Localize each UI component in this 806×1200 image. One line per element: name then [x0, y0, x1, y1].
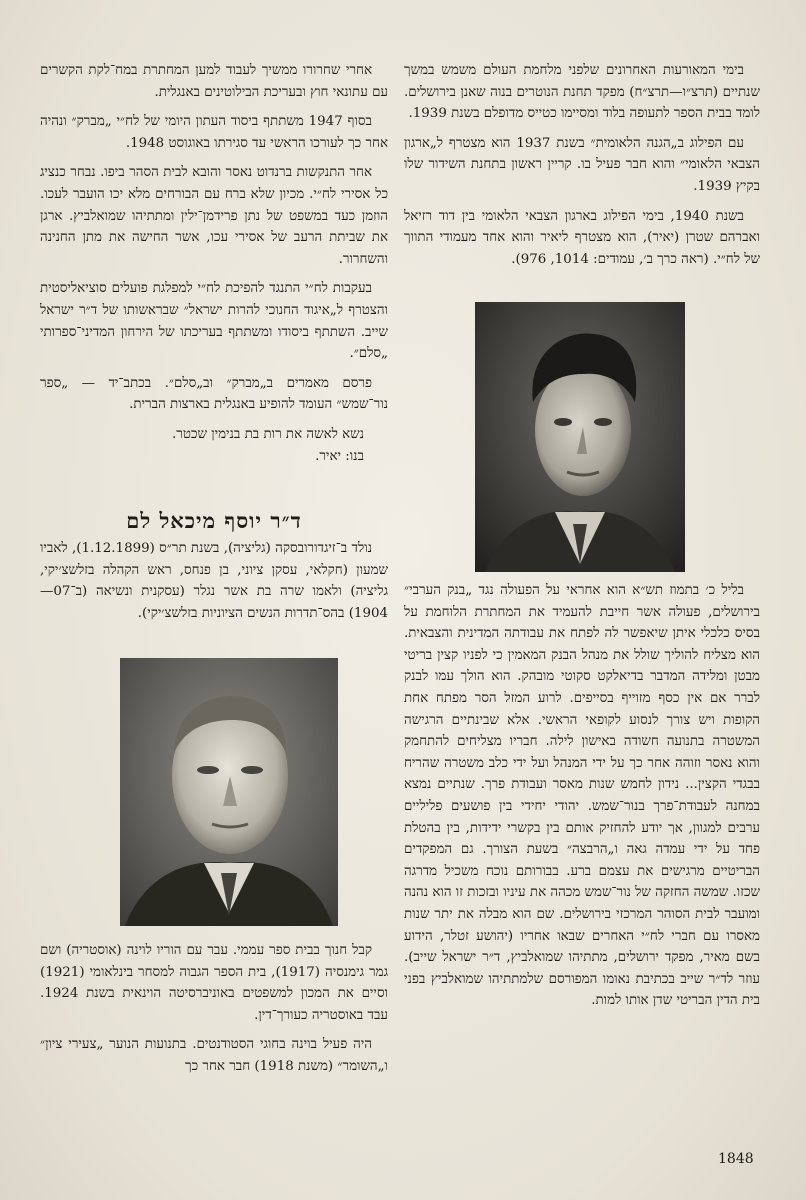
bio-heading-lam: ד״ר יוסף מיכאל לם: [126, 508, 302, 533]
portrait-photo-lam: [120, 658, 338, 926]
lam-paragraph-2: קבל חנוך בבית ספר עממי. עבר עם הוריו לוינה (אוסטריה) ושם גמר גימנסיה (1917), בית הספר הגבוה למסחר בינלאומי (1921) וסיים את המכון למשפטים באוניברסיטה הוינאית בשנת 1924. עבד באוסטריה כעורך־דין.: [40, 943, 388, 1023]
yair-children: בנו: יאיר.: [315, 448, 364, 464]
yair-paragraph-5: אחרי שחרורו ממשיך לעבוד למען המחתרת במח־לקת הקשרים עם עתונאי חוץ ובעריכת הבילוטינים באנגלית.: [40, 63, 388, 100]
yair-spouse: נשא לאשה את רות בת בנימין שכטר.: [171, 426, 364, 442]
left-column: [40, 60, 388, 475]
yair-paragraph-2: עם הפילוג ב„הגנה הלאומית״ בשנת 1937 הוא מצטרף ל„ארגון הצבאי הלאומי״ והוא חבר פעיל בו. קריין ראשון בתחנת השידור שלו בקיץ 1939.: [404, 135, 760, 194]
right-column: [404, 60, 760, 278]
yair-paragraph-1: בימי המאורעות האחרונים שלפני מלחמת העולם משמש במשך שנתיים (תרצ״ו—תרצ״ח) מפקד תחנת הנוטרים בנוה שאנן בירושלים. לומד בבית הספר לתעופה בלוד ומסיימו כטייס מדופלם בשנת 1939.: [404, 63, 760, 122]
yair-paragraph-8: בעקבות לח״י התנגד להפיכת לח״י למפלגת פועלים סוציאליסטית והצטרף ל„איגוד החנוכי להרות ישראל״ שבראשותו של ד״ר ישראל שייב. השתתף ביסודו ומשתתף בעריכתו של הירחון המדיני־ספרותי „סלם״.: [40, 281, 388, 362]
page-number: 1848: [718, 1151, 754, 1167]
yair-paragraph-7: אחר התנקשות ברנדוט נאסר והובא לבית הסהר ביפו. נבחר כנציג כל אסירי לח״י. מכיון שלא ברח עם הבורחים מלא יכו הועבר לעכו. הוזמן כעד במשפט של נתן פרידמן־ילין ומתתיהו שמואלביץ. ארגן את שביתת הרעב של אסירי עכו, אשר החישה את מתן החנינה והשחרור.: [40, 165, 388, 267]
lam-paragraph-3: היה פעיל בוינה בחוגי הסטודנטים. בתנועות הנוער „צעירי ציון״ ו„השומר״ (משנת 1918) חבר אחר כך: [40, 1037, 388, 1074]
right-column-lower: [404, 580, 760, 1020]
lam-paragraph-1: נולד ב־זיגדורובסקה (גליציה), בשנת תר״ס (1.12.1899), לאביו שמעון (חקלאי, עסקן ציוני, בן פנחס, ראש הקהלה בזלשצ׳יקי, גליציה) ולאמו שרה בת אשר נגלר (עסקנית ונשיאה (ב־07—1904) בהס־תדרות הנשים הציוניות בזלשצ׳יקי).: [40, 541, 388, 621]
lam-bio-bottom: [40, 940, 388, 1086]
yair-paragraph-6: בסוף 1947 משתתף ביסוד העתון היומי של לח״י „מברק״ ונהיה אחר כך לעורכו הראשי עד סגירתו באוגוסט 1948.: [40, 114, 388, 151]
portrait-photo-yair: [475, 302, 685, 572]
yair-paragraph-9: פרסם מאמרים ב„מברק״ וב„סלם״. בכתב־יד — „ספר נור־שמש״ העומד להופיע באנגלית בארצות הברית.: [40, 375, 388, 413]
portrait-image: [475, 302, 685, 572]
yair-paragraph-4: בליל כ׳ בתמוז תש״א הוא אחראי על הפעולה נגד „בנק הערבי״ בירושלים, פעולה אשר חייבת להעמיד את המחתרת הלוחמת על בסיס כלכלי איתן שיאפשר לה לפתח את עבודתה המדינית והצבאית. הוא מצליח להוליך שולל את מנהל הבנק המאמין כי לפניו קצין בריטי מבטן ומלידה המדבר בדיאלקט סקוטי מובהק. הוא הולך עמו לבנק לברר אם אין כסף מזוייף בסייפים. לרוע המזל הסר מפתח אחת הקופות ויש צורך לנסוע לקופאי הראשי. אלא שבינתיים הרגישה המשטרה בתנועה חשודה באישון לילה. חבריו מצליחים להתחמק והוא נאסר וזוהה אחר כך על ידי המנהל ועל ידי כלב משטרה שהריח בבגדי הקצין... נידון לחמש שנות מאסר ועבודת פרך. שנתיים נמצא במחנה לעבודת־פרך בנור־שמש. יהודי יחידי בין פושעים פליליים ערבים למגוון, אך יודע להחזיק אותם בין בקשרי ידידות, בין בהטלת פחד על ידי עמדה גאה ו„הרבצה״ בשעת הצורך. גם המפקדים הבריטיים מרגישים את עצמם ברע. בבורותם נוכח משכיל מדרגה שכזו. שמשה החזקה של נור־שמש מכהה את עיניו ובזכות זו הוא נהנה ומועבר לבית הסוהר המרכזי בירושלים. שם הוא מבלה את יתר שנות מאסרו עם חברי לח״י האחרים שבאו אחריו (יהושע זטלר, הידוע בשם מאיר, מפקד ירושלים, מתתיהו שמואלביץ, ד״ר ישראל שייב). עוזר לד״ר שייב בכתיבת נאומו המפורסם שלמתתיהו שמואלביץ בפני בית הדין הבריטי שדן אותו למות.: [404, 583, 760, 1009]
lam-bio-top: [40, 538, 388, 632]
yair-paragraph-3: בשנת 1940, בימי הפילוג בארגון הצבאי הלאומי בין דוד רזיאל ואברהם שטרן (יאיר), הוא מצטרף ליאיר והוא אחד מעמודי התווך של לח״י. (ראה כרך ב׳, עמודים: 1014, 976).: [404, 208, 760, 267]
portrait-image: [120, 658, 338, 926]
